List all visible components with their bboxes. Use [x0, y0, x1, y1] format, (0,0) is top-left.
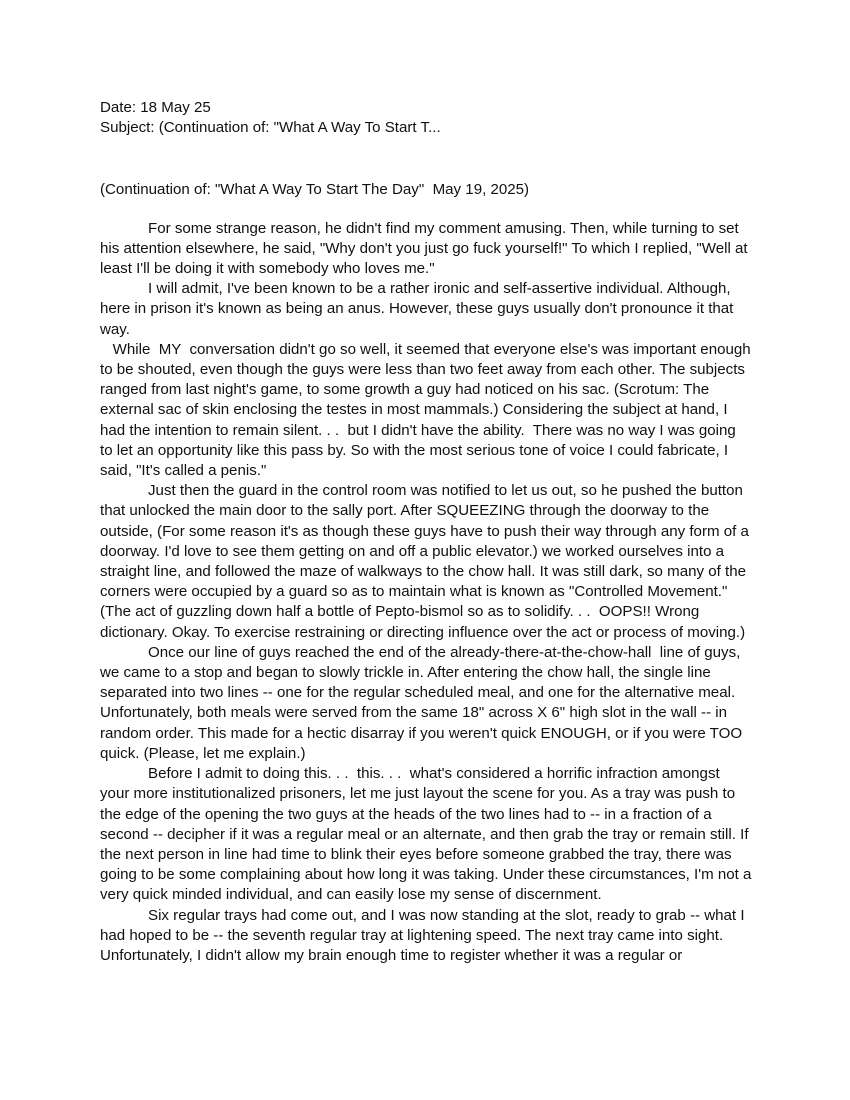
paragraph: I will admit, I've been known to be a rather ironic and self-assertive individual. Although, here in prison it's known as being an anus. However, these guys usually don't pronounce it that way. — [100, 280, 738, 338]
paragraph: For some strange reason, he didn't find my comment amusing. Then, while turning to set his attention elsewhere, he said, "Why don't you just go fuck yourself!" To which I replied, "Well at least I'll be doing it with somebody who loves me." — [100, 219, 752, 278]
paragraph: Six regular trays had come out, and I was now standing at the slot, ready to grab -- what I had hoped to be -- the seventh regular tray at lightening speed. The next tray came into sight. Unfortunately, I didn't allow my brain enough time to register whether it was a regular or — [100, 906, 749, 964]
body-text — [100, 219, 756, 967]
paragraph: Just then the guard in the control room was notified to let us out, so he pushed the button that unlocked the main door to the sally port. After SQUEEZING through the doorway to the outside, (For some reason it's as though these guys have to push their way through any form of a doorway. I'd love to see them getting on and off a public elevator.) we worked ourselves into a straight line, and followed the maze of walkways to the chow hall. It was still dark, so many of the corners were occupied by a guard so as to maintain what is known as "Controlled Movement." (The act of guzzling down half a bottle of Pepto-bismol so as to solidify. . . OOPS!! Wrong dictionary. Okay. To exercise restraining or directing influence over the act or process of moving.) — [100, 482, 754, 641]
document-page — [100, 98, 756, 966]
date-line: Date: 18 May 25 — [100, 99, 211, 116]
paragraph: Once our line of guys reached the end of the already-there-at-the-chow-hall line of guys, we came to a stop and began to slowly trickle in. After entering the chow hall, the single line separated into two lines -- one for the regular scheduled meal, and one for the alternative meal. Unfortunately, both meals were served from the same 18" across X 6" high slot in the wall -- in random order. This made for a hectic disarray if you weren't quick ENOUGH, or if you were TOO quick. (Please, let me explain.) — [100, 643, 747, 762]
paragraph: While MY conversation didn't go so well, it seemed that everyone else's was important enough to be shouted, even though the guys were less than two feet away from each other. The subjects ranged from last night's game, to some growth a guy had noticed on his sac. (Scrotum: The external sac of skin enclosing the testes in most mammals.) Considering the subject at hand, I had the intention to remain silent. . . but I didn't have the ability. There was no way I was going to let an opportunity like this pass by. So with the most serious tone of voice I could fabricate, I said, "It's called a penis." — [100, 340, 755, 480]
subject-line: Subject: (Continuation of: "What A Way To Start T... — [100, 119, 441, 137]
continuation-heading: (Continuation of: "What A Way To Start The Day" May 19, 2025) — [100, 181, 530, 199]
paragraph: Before I admit to doing this. . . this. . . what's considered a horrific infraction amongst your more institutionalized prisoners, let me just layout the scene for you. As a tray was push to the edge of the opening the two guys at the heads of the two lines had to -- in a fraction of a second -- decipher if it was a regular meal or an alternate, and then grab the tray or remain still. If the next person in line had time to blink their eyes before someone grabbed the tray, there was going to be some complaining about how long it was taking. Under these circumstances, I'm not a very quick minded individual, and can easily lose my sense of discernment. — [100, 765, 756, 904]
